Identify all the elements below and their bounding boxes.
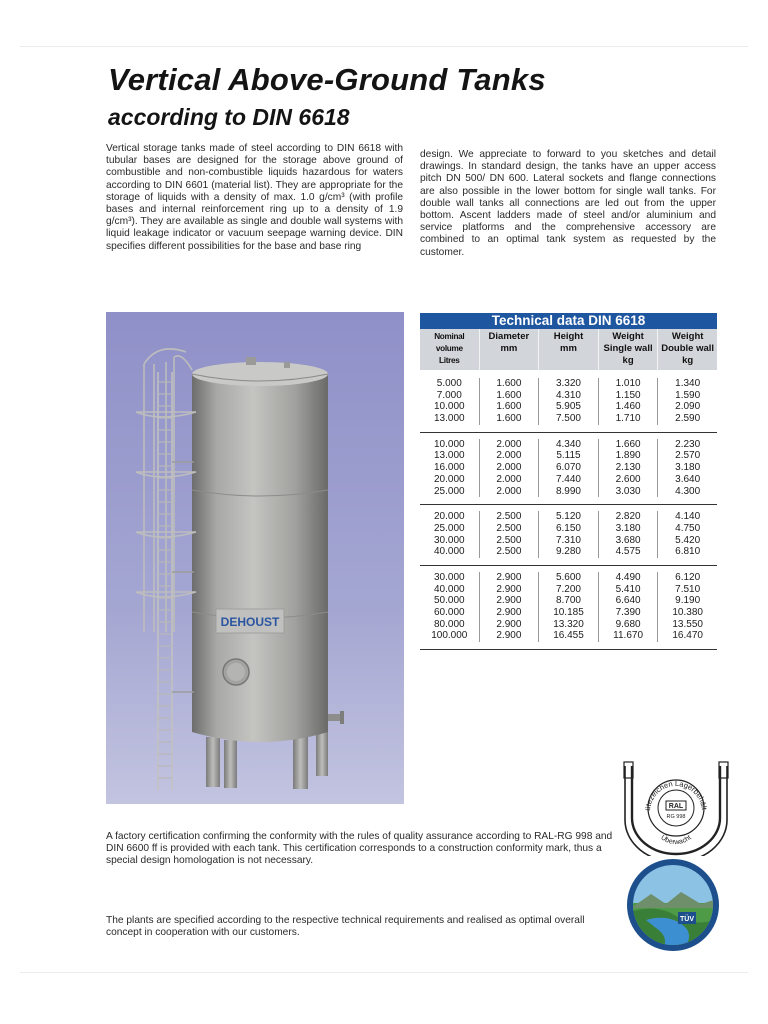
tank-brand-label: DEHOUST xyxy=(220,615,280,629)
table-cell: 2.000 xyxy=(480,474,540,486)
table-cell: 16.455 xyxy=(539,630,599,642)
table-cell: 50.000 xyxy=(420,595,480,607)
closing-paragraph: The plants are specified according to the respective technical requirements and realised as optimal overall concept in cooperation with our customers. xyxy=(106,915,585,939)
table-cell: 2.500 xyxy=(480,535,540,547)
table-cell: 40.000 xyxy=(420,546,480,558)
table-cell: 80.000 xyxy=(420,619,480,631)
table-cell: 7.390 xyxy=(599,607,659,619)
table-cell: 3.320 xyxy=(539,378,599,390)
table-cell: 13.000 xyxy=(420,413,480,425)
table-cell: 2.500 xyxy=(480,511,540,523)
header-text: mm xyxy=(500,343,518,354)
seal-ring-text: ütezeichen Lagerbehält xyxy=(642,778,709,812)
table-cell: 40.000 xyxy=(420,584,480,596)
table-cell: 13.550 xyxy=(672,618,703,630)
table-cell: 10.000 xyxy=(420,439,480,451)
table-cell: 2.900 xyxy=(480,584,540,596)
ral-quality-seal xyxy=(622,760,730,856)
table-cell: 1.600 xyxy=(480,413,540,425)
table-cell: 4.300 xyxy=(675,485,701,497)
technical-data-table xyxy=(420,313,717,650)
table-cell: 2.590 xyxy=(675,413,701,425)
table-cell: 2.900 xyxy=(480,607,540,619)
table-cell: 2.130 xyxy=(599,462,659,474)
table-row xyxy=(420,439,717,451)
table-cell: 6.150 xyxy=(539,523,599,535)
table-row xyxy=(420,607,717,619)
seal-ral-label: RAL xyxy=(668,803,684,810)
table-cell: 7.500 xyxy=(539,413,599,425)
table-cell: 5.905 xyxy=(539,401,599,413)
tuv-badge-label: TÜV xyxy=(680,916,694,923)
table-cell: 5.000 xyxy=(420,378,480,390)
table-row xyxy=(420,450,717,462)
table-cell: 2.090 xyxy=(675,401,701,413)
header-text: Diameter xyxy=(488,331,530,342)
table-cell: 9.680 xyxy=(599,619,659,631)
table-cell: 3.680 xyxy=(599,535,659,547)
table-header-row xyxy=(420,329,717,370)
table-cell: 30.000 xyxy=(420,535,480,547)
table-cell: 4.490 xyxy=(599,572,659,584)
seal-rg-label: RG 998 xyxy=(666,814,686,820)
table-cell: 4.750 xyxy=(675,522,701,534)
table-row xyxy=(420,413,717,425)
table-cell: 7.510 xyxy=(675,583,701,595)
table-cell: 1.600 xyxy=(480,401,540,413)
certification-paragraph: A factory certification confirming the conformity with the rules of quality assurance according to RAL-RG 998 and DIN 6600 ff is provided with each tank. This certification corresponds to a construction conformity mark, thus a special design homologation is not necessary. xyxy=(106,831,613,867)
table-row xyxy=(420,619,717,631)
header-text: kg xyxy=(622,355,634,366)
table-cell: 9.190 xyxy=(675,595,701,607)
table-cell: 1.590 xyxy=(675,389,701,401)
table-cell: 2.900 xyxy=(480,619,540,631)
table-row xyxy=(420,390,717,402)
header-height xyxy=(539,329,599,370)
table-cell: 5.120 xyxy=(539,511,599,523)
table-cell: 4.310 xyxy=(539,390,599,402)
top-page-edge xyxy=(20,46,748,47)
table-cell: 2.000 xyxy=(480,450,540,462)
table-row xyxy=(420,584,717,596)
table-cell: 7.200 xyxy=(539,584,599,596)
table-cell: 5.420 xyxy=(675,534,701,546)
header-text: Height xyxy=(553,331,584,342)
table-cell: 8.990 xyxy=(539,486,599,498)
table-cell: 2.820 xyxy=(599,511,659,523)
header-text: Nominal volume xyxy=(434,332,465,353)
table-row xyxy=(420,511,717,523)
header-text: Weight xyxy=(612,331,644,342)
tuv-seal xyxy=(626,858,720,952)
table-cell: 2.500 xyxy=(480,523,540,535)
table-cell: 11.670 xyxy=(599,630,659,642)
table-title: Technical data DIN 6618 xyxy=(420,313,717,329)
intro-paragraph-left: Vertical storage tanks made of steel according to DIN 6618 with tubular bases are designed for the storage above ground of combustible and non-combustible liquids hazardous for waters according to DIN 6601 (material list). They are appropriate for the storage of liquids with a density of max. 1.0 g/cm³ (with profile bases and internal reinforcement ring up to a density of 1.9 g/cm³). They are available as single and double wall systems with liquid leakage indicator or vacuum seepage warning device. DIN specifies different possibilities for the base and base ring xyxy=(106,143,403,252)
table-cell: 7.310 xyxy=(539,535,599,547)
table-cell: 20.000 xyxy=(420,474,480,486)
table-cell: 1.600 xyxy=(480,390,540,402)
intro-paragraph-right: design. We appreciate to forward to you sketches and detail drawings. In standard design, the tanks have an upper access pitch DN 500/ DN 600. Lateral sockets and flange connections are also possible in the lower bottom for single wall tanks. For double wall tanks all connections are led out from the upper bottom. Ascent ladders made of steel and/or aluminium and service platforms and the comprehensive accessory are combined to an optimal tank system as requested by the customer. xyxy=(420,149,716,258)
table-cell: 1.710 xyxy=(599,413,659,425)
table-cell: 2.570 xyxy=(675,450,701,462)
table-group xyxy=(420,566,717,650)
table-cell: 4.140 xyxy=(675,511,701,523)
table-cell: 20.000 xyxy=(420,511,480,523)
table-cell: 3.180 xyxy=(599,523,659,535)
table-cell: 2.500 xyxy=(480,546,540,558)
table-cell: 1.010 xyxy=(599,378,659,390)
table-cell: 2.900 xyxy=(480,630,540,642)
table-row xyxy=(420,462,717,474)
table-cell: 1.890 xyxy=(599,450,659,462)
header-weight-single xyxy=(599,329,659,370)
table-row xyxy=(420,630,717,642)
table-cell: 4.575 xyxy=(599,546,659,558)
table-cell: 30.000 xyxy=(420,572,480,584)
table-cell: 10.380 xyxy=(672,607,703,618)
table-cell: 5.115 xyxy=(539,450,599,462)
table-cell: 5.600 xyxy=(539,572,599,584)
header-text: Weight xyxy=(671,331,704,342)
table-row xyxy=(420,378,717,390)
table-cell: 1.660 xyxy=(599,439,659,451)
table-cell: 16.470 xyxy=(672,630,703,642)
table-row xyxy=(420,401,717,413)
header-text: Double wall xyxy=(661,343,715,354)
table-cell: 25.000 xyxy=(420,523,480,535)
table-row xyxy=(420,595,717,607)
table-group xyxy=(420,370,717,433)
table-cell: 5.410 xyxy=(599,584,659,596)
table-cell: 7.440 xyxy=(539,474,599,486)
table-cell: 13.320 xyxy=(539,619,599,631)
header-text: mm xyxy=(560,343,577,354)
header-text: Single wall xyxy=(603,343,653,354)
table-cell: 2.600 xyxy=(599,474,659,486)
table-row xyxy=(420,546,717,558)
table-cell: 3.640 xyxy=(675,473,701,485)
page-title: Vertical Above-Ground Tanks xyxy=(108,62,546,97)
table-cell: 2.900 xyxy=(480,572,540,584)
header-diameter xyxy=(480,329,540,370)
table-cell: 16.000 xyxy=(420,462,480,474)
table-row xyxy=(420,572,717,584)
table-cell: 25.000 xyxy=(420,486,480,498)
table-cell: 13.000 xyxy=(420,450,480,462)
table-cell: 2.900 xyxy=(480,595,540,607)
page-subtitle: according to DIN 6618 xyxy=(108,104,350,130)
table-cell: 6.810 xyxy=(675,546,701,558)
table-group xyxy=(420,505,717,566)
table-group xyxy=(420,433,717,505)
table-cell: 6.640 xyxy=(599,595,659,607)
table-cell: 4.340 xyxy=(539,439,599,451)
table-cell: 10.185 xyxy=(539,607,599,619)
table-cell: 8.700 xyxy=(539,595,599,607)
table-cell: 3.030 xyxy=(599,486,659,498)
table-cell: 1.600 xyxy=(480,378,540,390)
table-cell: 2.000 xyxy=(480,486,540,498)
table-cell: 60.000 xyxy=(420,607,480,619)
table-row xyxy=(420,474,717,486)
table-cell: 1.340 xyxy=(675,378,701,389)
table-cell: 7.000 xyxy=(420,390,480,402)
header-text: kg xyxy=(682,355,694,366)
table-cell: 10.000 xyxy=(420,401,480,413)
table-cell: 3.180 xyxy=(675,462,701,474)
table-cell: 2.000 xyxy=(480,439,540,451)
table-body xyxy=(420,370,717,650)
table-row xyxy=(420,523,717,535)
header-nominal-volume xyxy=(420,329,480,370)
table-row xyxy=(420,486,717,498)
table-cell: 1.150 xyxy=(599,390,659,402)
table-cell: 2.230 xyxy=(675,438,701,450)
table-cell: 6.120 xyxy=(675,571,701,583)
table-cell: 2.000 xyxy=(480,462,540,474)
table-cell: 1.460 xyxy=(599,401,659,413)
seal-bottom-text: Überwacht xyxy=(659,834,693,847)
table-row xyxy=(420,535,717,547)
tank-photo xyxy=(106,312,404,804)
table-cell: 6.070 xyxy=(539,462,599,474)
header-weight-double xyxy=(658,329,717,370)
table-cell: 100.000 xyxy=(420,630,480,642)
svg-text:Überwacht xyxy=(659,833,692,846)
header-text: Litres xyxy=(439,356,460,365)
table-cell: 9.280 xyxy=(539,546,599,558)
bottom-page-edge xyxy=(20,972,748,973)
